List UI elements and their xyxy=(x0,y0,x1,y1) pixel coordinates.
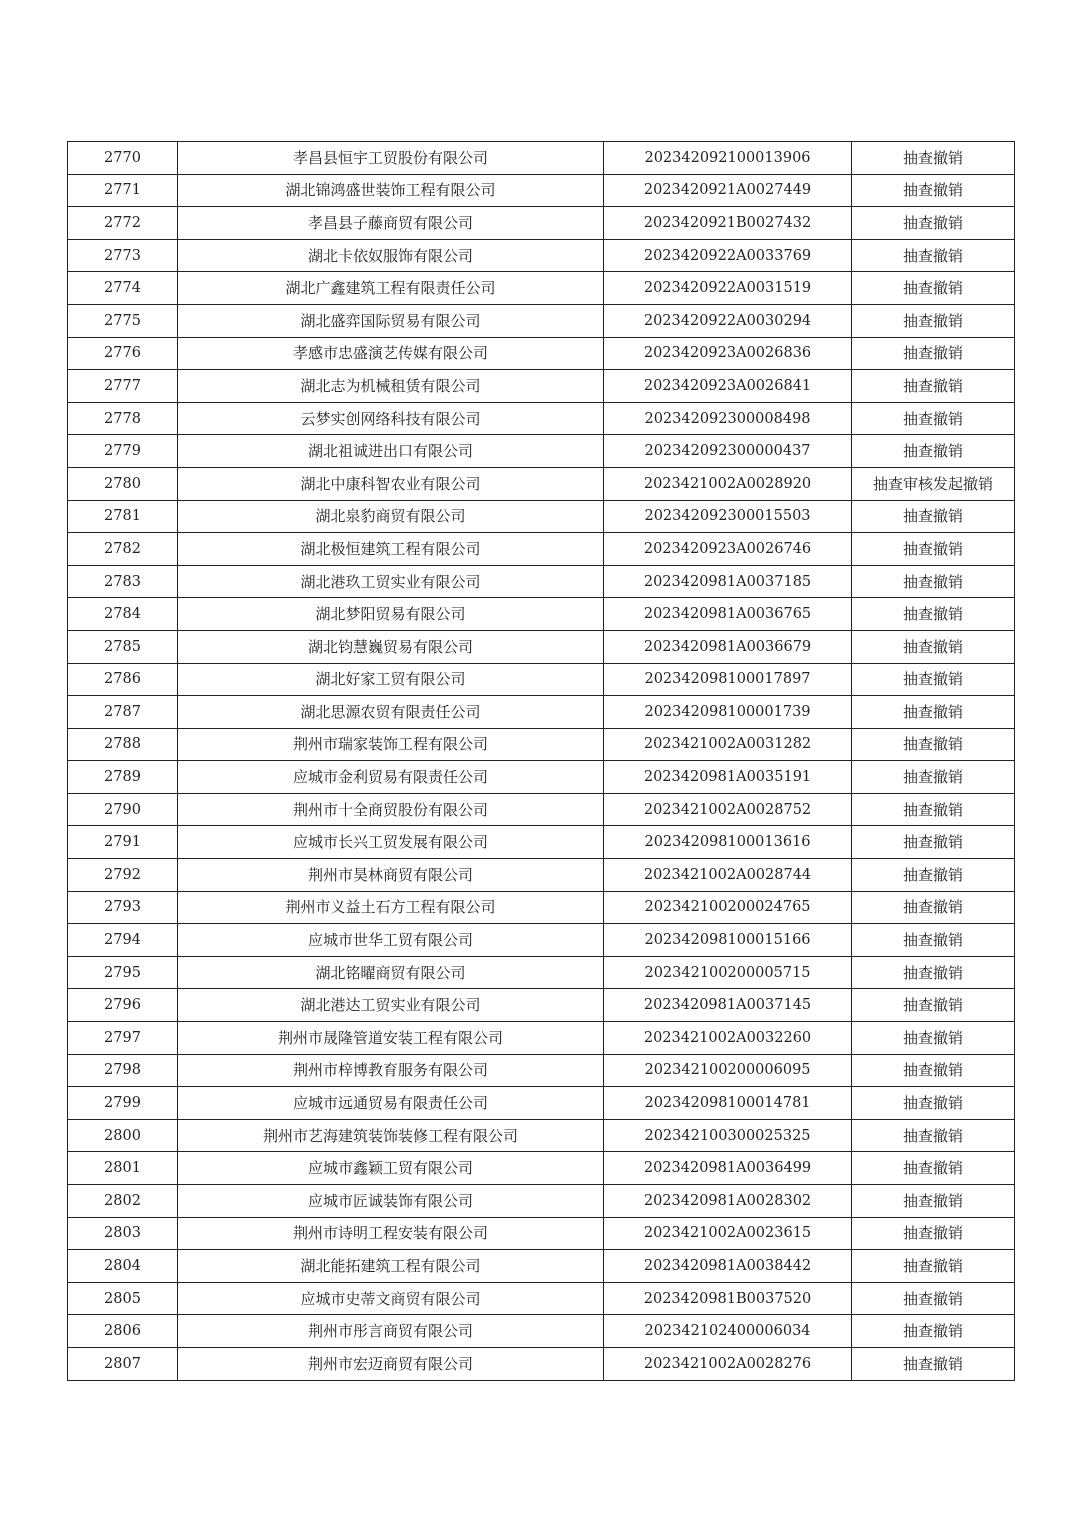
serial-number-cell: 2796 xyxy=(68,989,178,1022)
status-cell: 抽查撤销 xyxy=(852,1217,1015,1250)
status-cell: 抽查撤销 xyxy=(852,826,1015,859)
status-cell: 抽查撤销 xyxy=(852,239,1015,272)
status-cell: 抽查撤销 xyxy=(852,598,1015,631)
table-row xyxy=(68,239,1015,272)
table-row xyxy=(68,598,1015,631)
registration-code-cell: 202342098100014781 xyxy=(604,1087,852,1120)
status-cell: 抽查撤销 xyxy=(852,989,1015,1022)
serial-number-cell: 2777 xyxy=(68,370,178,403)
serial-number-cell: 2781 xyxy=(68,500,178,533)
serial-number-cell: 2800 xyxy=(68,1119,178,1152)
serial-number-cell: 2804 xyxy=(68,1250,178,1283)
company-name-cell: 湖北铭曜商贸有限公司 xyxy=(178,956,604,989)
registration-code-cell: 2023420981A0036499 xyxy=(604,1152,852,1185)
company-name-cell: 湖北卡依奴服饰有限公司 xyxy=(178,239,604,272)
table-row xyxy=(68,1087,1015,1120)
revocation-table xyxy=(67,141,1015,1381)
company-name-cell: 应城市鑫颖工贸有限公司 xyxy=(178,1152,604,1185)
serial-number-cell: 2776 xyxy=(68,337,178,370)
registration-code-cell: 2023420981A0038442 xyxy=(604,1250,852,1283)
table-row xyxy=(68,891,1015,924)
company-name-cell: 湖北钧慧巍贸易有限公司 xyxy=(178,630,604,663)
registration-code-cell: 2023420922A0033769 xyxy=(604,239,852,272)
registration-code-cell: 2023420981A0035191 xyxy=(604,761,852,794)
status-cell: 抽查撤销 xyxy=(852,663,1015,696)
company-name-cell: 荆州市彤言商贸有限公司 xyxy=(178,1315,604,1348)
status-cell: 抽查撤销 xyxy=(852,1315,1015,1348)
serial-number-cell: 2801 xyxy=(68,1152,178,1185)
table-row xyxy=(68,272,1015,305)
table-row xyxy=(68,630,1015,663)
status-cell: 抽查撤销 xyxy=(852,696,1015,729)
status-cell: 抽查撤销 xyxy=(852,1054,1015,1087)
company-name-cell: 应城市金利贸易有限责任公司 xyxy=(178,761,604,794)
table-row xyxy=(68,1315,1015,1348)
table-row xyxy=(68,696,1015,729)
status-cell: 抽查撤销 xyxy=(852,891,1015,924)
serial-number-cell: 2785 xyxy=(68,630,178,663)
status-cell: 抽查撤销 xyxy=(852,924,1015,957)
status-cell: 抽查撤销 xyxy=(852,142,1015,175)
status-cell: 抽查撤销 xyxy=(852,337,1015,370)
registration-code-cell: 2023421002A0028276 xyxy=(604,1347,852,1380)
status-cell: 抽查撤销 xyxy=(852,630,1015,663)
table-row xyxy=(68,1250,1015,1283)
company-name-cell: 湖北志为机械租赁有限公司 xyxy=(178,370,604,403)
serial-number-cell: 2775 xyxy=(68,304,178,337)
serial-number-cell: 2794 xyxy=(68,924,178,957)
serial-number-cell: 2807 xyxy=(68,1347,178,1380)
serial-number-cell: 2779 xyxy=(68,435,178,468)
registration-code-cell: 2023420923A0026836 xyxy=(604,337,852,370)
registration-code-cell: 2023420981A0037145 xyxy=(604,989,852,1022)
company-name-cell: 应城市世华工贸有限公司 xyxy=(178,924,604,957)
serial-number-cell: 2771 xyxy=(68,174,178,207)
serial-number-cell: 2783 xyxy=(68,565,178,598)
table-row xyxy=(68,989,1015,1022)
registration-code-cell: 2023420981A0036679 xyxy=(604,630,852,663)
company-name-cell: 荆州市诗明工程安装有限公司 xyxy=(178,1217,604,1250)
registration-code-cell: 202342100200024765 xyxy=(604,891,852,924)
status-cell: 抽查撤销 xyxy=(852,728,1015,761)
registration-code-cell: 2023420981B0037520 xyxy=(604,1282,852,1315)
table-row xyxy=(68,859,1015,892)
serial-number-cell: 2770 xyxy=(68,142,178,175)
company-name-cell: 荆州市宏迈商贸有限公司 xyxy=(178,1347,604,1380)
registration-code-cell: 2023420981A0036765 xyxy=(604,598,852,631)
company-name-cell: 荆州市艺海建筑装饰装修工程有限公司 xyxy=(178,1119,604,1152)
serial-number-cell: 2773 xyxy=(68,239,178,272)
registration-code-cell: 202342100300025325 xyxy=(604,1119,852,1152)
table-row xyxy=(68,370,1015,403)
company-name-cell: 湖北中康科智农业有限公司 xyxy=(178,467,604,500)
table-row xyxy=(68,1119,1015,1152)
registration-code-cell: 2023421002A0028752 xyxy=(604,793,852,826)
status-cell: 抽查撤销 xyxy=(852,956,1015,989)
company-name-cell: 荆州市瑞家装饰工程有限公司 xyxy=(178,728,604,761)
status-cell: 抽查撤销 xyxy=(852,304,1015,337)
registration-code-cell: 2023421002A0031282 xyxy=(604,728,852,761)
company-name-cell: 荆州市十全商贸股份有限公司 xyxy=(178,793,604,826)
table-row xyxy=(68,467,1015,500)
table-row xyxy=(68,728,1015,761)
company-name-cell: 应城市史蒂文商贸有限公司 xyxy=(178,1282,604,1315)
status-cell: 抽查撤销 xyxy=(852,859,1015,892)
serial-number-cell: 2774 xyxy=(68,272,178,305)
status-cell: 抽查撤销 xyxy=(852,272,1015,305)
status-cell: 抽查撤销 xyxy=(852,402,1015,435)
company-name-cell: 孝昌县子藤商贸有限公司 xyxy=(178,207,604,240)
registration-code-cell: 202342092300015503 xyxy=(604,500,852,533)
registration-code-cell: 202342092300008498 xyxy=(604,402,852,435)
serial-number-cell: 2805 xyxy=(68,1282,178,1315)
status-cell: 抽查撤销 xyxy=(852,533,1015,566)
company-name-cell: 湖北祖诚进出口有限公司 xyxy=(178,435,604,468)
registration-code-cell: 202342092300000437 xyxy=(604,435,852,468)
status-cell: 抽查撤销 xyxy=(852,435,1015,468)
serial-number-cell: 2790 xyxy=(68,793,178,826)
registration-code-cell: 202342102400006034 xyxy=(604,1315,852,1348)
company-name-cell: 孝昌县恒宇工贸股份有限公司 xyxy=(178,142,604,175)
status-cell: 抽查撤销 xyxy=(852,761,1015,794)
company-name-cell: 应城市长兴工贸发展有限公司 xyxy=(178,826,604,859)
table-body xyxy=(68,142,1015,1381)
table-row xyxy=(68,1347,1015,1380)
status-cell: 抽查撤销 xyxy=(852,1119,1015,1152)
registration-code-cell: 202342098100015166 xyxy=(604,924,852,957)
serial-number-cell: 2798 xyxy=(68,1054,178,1087)
registration-code-cell: 202342100200006095 xyxy=(604,1054,852,1087)
company-name-cell: 湖北港玖工贸实业有限公司 xyxy=(178,565,604,598)
table-row xyxy=(68,826,1015,859)
status-cell: 抽查撤销 xyxy=(852,1087,1015,1120)
company-name-cell: 应城市远通贸易有限责任公司 xyxy=(178,1087,604,1120)
table-row xyxy=(68,793,1015,826)
registration-code-cell: 202342100200005715 xyxy=(604,956,852,989)
table-row xyxy=(68,142,1015,175)
registration-code-cell: 2023420923A0026841 xyxy=(604,370,852,403)
company-name-cell: 湖北广鑫建筑工程有限责任公司 xyxy=(178,272,604,305)
table-row xyxy=(68,435,1015,468)
status-cell: 抽查撤销 xyxy=(852,1282,1015,1315)
status-cell: 抽查审核发起撤销 xyxy=(852,467,1015,500)
registration-code-cell: 2023421002A0032260 xyxy=(604,1022,852,1055)
registration-code-cell: 2023421002A0028744 xyxy=(604,859,852,892)
registration-code-cell: 202342092100013906 xyxy=(604,142,852,175)
table-row xyxy=(68,1022,1015,1055)
status-cell: 抽查撤销 xyxy=(852,1185,1015,1218)
company-name-cell: 湖北极恒建筑工程有限公司 xyxy=(178,533,604,566)
company-name-cell: 孝感市忠盛演艺传媒有限公司 xyxy=(178,337,604,370)
serial-number-cell: 2789 xyxy=(68,761,178,794)
company-name-cell: 湖北盛弈国际贸易有限公司 xyxy=(178,304,604,337)
status-cell: 抽查撤销 xyxy=(852,207,1015,240)
serial-number-cell: 2799 xyxy=(68,1087,178,1120)
serial-number-cell: 2782 xyxy=(68,533,178,566)
table-row xyxy=(68,304,1015,337)
serial-number-cell: 2792 xyxy=(68,859,178,892)
serial-number-cell: 2795 xyxy=(68,956,178,989)
company-name-cell: 荆州市昊林商贸有限公司 xyxy=(178,859,604,892)
status-cell: 抽查撤销 xyxy=(852,565,1015,598)
status-cell: 抽查撤销 xyxy=(852,1022,1015,1055)
table-row xyxy=(68,1282,1015,1315)
table-row xyxy=(68,1217,1015,1250)
table-row xyxy=(68,533,1015,566)
registration-code-cell: 2023420922A0031519 xyxy=(604,272,852,305)
table-row xyxy=(68,761,1015,794)
serial-number-cell: 2803 xyxy=(68,1217,178,1250)
serial-number-cell: 2797 xyxy=(68,1022,178,1055)
table-row xyxy=(68,565,1015,598)
company-name-cell: 湖北思源农贸有限责任公司 xyxy=(178,696,604,729)
serial-number-cell: 2786 xyxy=(68,663,178,696)
registration-code-cell: 202342098100001739 xyxy=(604,696,852,729)
registration-code-cell: 2023421002A0023615 xyxy=(604,1217,852,1250)
registration-code-cell: 2023421002A0028920 xyxy=(604,467,852,500)
table-row xyxy=(68,956,1015,989)
company-name-cell: 湖北能拓建筑工程有限公司 xyxy=(178,1250,604,1283)
status-cell: 抽查撤销 xyxy=(852,1347,1015,1380)
status-cell: 抽查撤销 xyxy=(852,370,1015,403)
company-name-cell: 湖北泉豹商贸有限公司 xyxy=(178,500,604,533)
company-name-cell: 湖北港达工贸实业有限公司 xyxy=(178,989,604,1022)
status-cell: 抽查撤销 xyxy=(852,1152,1015,1185)
status-cell: 抽查撤销 xyxy=(852,174,1015,207)
table-row xyxy=(68,337,1015,370)
table-row xyxy=(68,402,1015,435)
serial-number-cell: 2806 xyxy=(68,1315,178,1348)
registration-code-cell: 202342098100017897 xyxy=(604,663,852,696)
registration-code-cell: 2023420921B0027432 xyxy=(604,207,852,240)
company-name-cell: 荆州市晟隆管道安装工程有限公司 xyxy=(178,1022,604,1055)
registration-code-cell: 2023420922A0030294 xyxy=(604,304,852,337)
serial-number-cell: 2802 xyxy=(68,1185,178,1218)
table-row xyxy=(68,663,1015,696)
company-name-cell: 云梦实创网络科技有限公司 xyxy=(178,402,604,435)
serial-number-cell: 2788 xyxy=(68,728,178,761)
company-name-cell: 应城市匠诚装饰有限公司 xyxy=(178,1185,604,1218)
serial-number-cell: 2787 xyxy=(68,696,178,729)
serial-number-cell: 2772 xyxy=(68,207,178,240)
registration-code-cell: 2023420981A0037185 xyxy=(604,565,852,598)
table-row xyxy=(68,924,1015,957)
serial-number-cell: 2784 xyxy=(68,598,178,631)
company-name-cell: 湖北好家工贸有限公司 xyxy=(178,663,604,696)
table-row xyxy=(68,1152,1015,1185)
serial-number-cell: 2791 xyxy=(68,826,178,859)
table-row xyxy=(68,207,1015,240)
company-name-cell: 湖北梦阳贸易有限公司 xyxy=(178,598,604,631)
status-cell: 抽查撤销 xyxy=(852,500,1015,533)
table-row xyxy=(68,1054,1015,1087)
company-name-cell: 湖北锦鸿盛世装饰工程有限公司 xyxy=(178,174,604,207)
serial-number-cell: 2780 xyxy=(68,467,178,500)
company-name-cell: 荆州市义益土石方工程有限公司 xyxy=(178,891,604,924)
table-row xyxy=(68,500,1015,533)
table-row xyxy=(68,174,1015,207)
serial-number-cell: 2778 xyxy=(68,402,178,435)
status-cell: 抽查撤销 xyxy=(852,793,1015,826)
serial-number-cell: 2793 xyxy=(68,891,178,924)
registration-code-cell: 202342098100013616 xyxy=(604,826,852,859)
company-name-cell: 荆州市梓博教育服务有限公司 xyxy=(178,1054,604,1087)
registration-code-cell: 2023420981A0028302 xyxy=(604,1185,852,1218)
status-cell: 抽查撤销 xyxy=(852,1250,1015,1283)
registration-code-cell: 2023420921A0027449 xyxy=(604,174,852,207)
registration-code-cell: 2023420923A0026746 xyxy=(604,533,852,566)
table-row xyxy=(68,1185,1015,1218)
